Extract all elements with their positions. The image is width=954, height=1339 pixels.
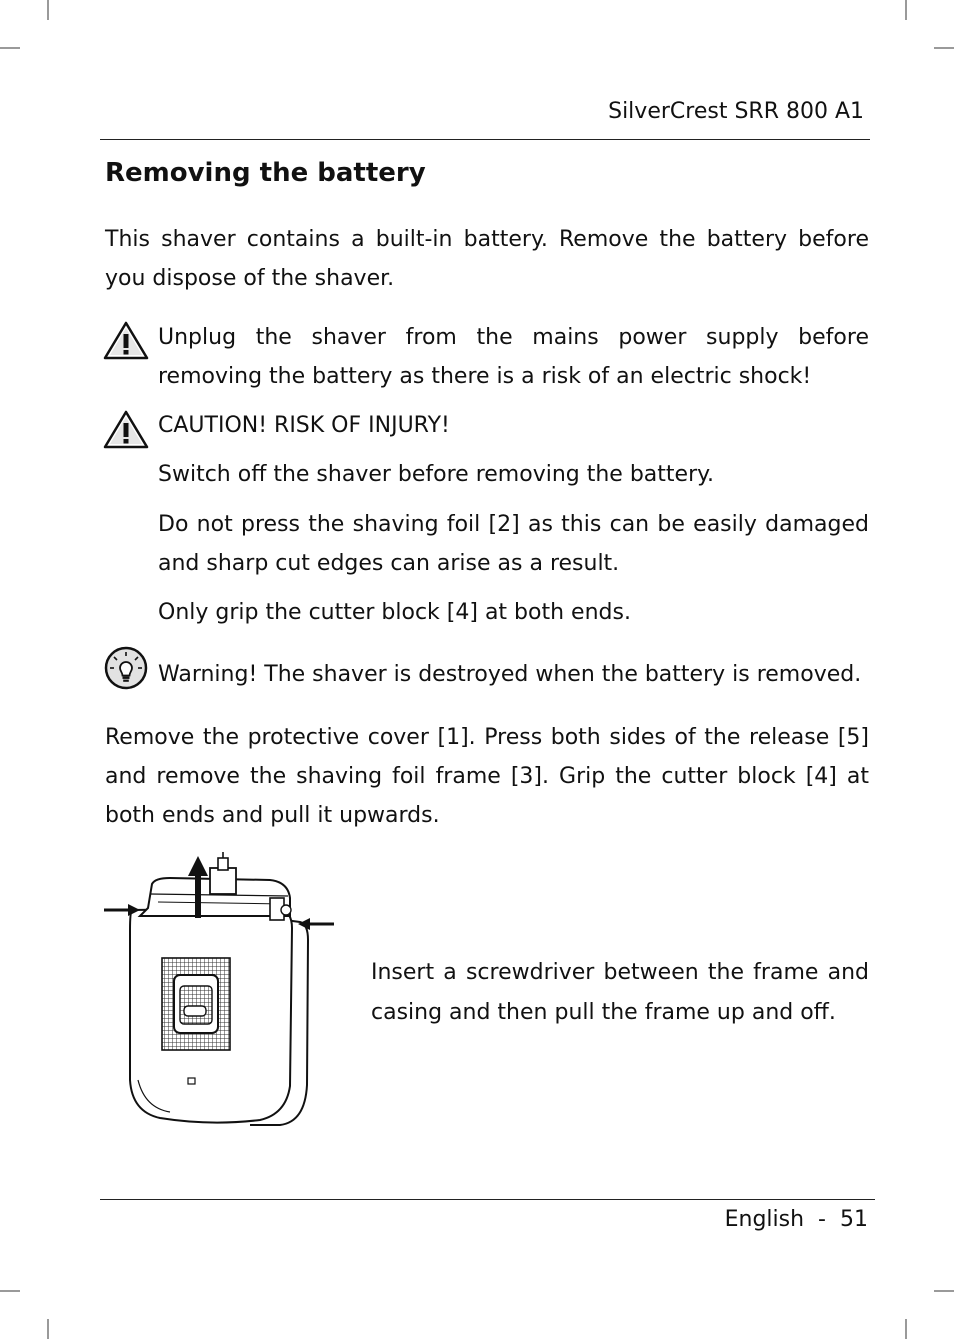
- warning-triangle-icon: [103, 409, 149, 449]
- shaver-illustration: [100, 850, 340, 1130]
- crop-mark: [905, 1319, 907, 1339]
- footer-rule: [100, 1199, 875, 1200]
- crop-mark: [905, 0, 907, 20]
- intro-paragraph: This shaver contains a built-in battery. Remove the battery before you dispose of the shaver.: [105, 227, 869, 291]
- unplug-warning-text: Unplug the shaver from the mains power supply before removing the battery as there is a risk of an electric shock!: [158, 325, 869, 389]
- crop-mark: [934, 1290, 954, 1292]
- crop-mark: [47, 1319, 49, 1339]
- grip-text: Only grip the cutter block [4] at both ends.: [158, 600, 631, 625]
- figure-caption: Insert a screwdriver between the frame and casing and then pull the frame up and off.: [371, 960, 869, 1025]
- footer: [725, 1207, 868, 1232]
- caution-title: CAUTION! RISK OF INJURY!: [158, 413, 450, 438]
- crop-mark: [47, 0, 49, 20]
- section-heading: Removing the battery: [105, 158, 426, 188]
- header-title: SilverCrest SRR 800 A1: [608, 99, 864, 124]
- crop-mark: [0, 1290, 20, 1292]
- page-number: 51: [840, 1207, 868, 1232]
- switch-off-text: Switch off the shaver before removing the battery.: [158, 462, 714, 487]
- footer-separator: -: [818, 1207, 826, 1232]
- lightbulb-icon: [103, 646, 149, 690]
- crop-mark: [934, 47, 954, 49]
- crop-mark: [0, 47, 20, 49]
- warning-triangle-icon: [103, 320, 149, 360]
- footer-language: English: [724, 1207, 805, 1232]
- instructions-paragraph: Remove the protective cover [1]. Press both sides of the release [5] and remove the shaving foil frame [3]. Grip the cutter block [4] at both ends and pull it upwards.: [105, 725, 869, 828]
- header-rule: [100, 139, 870, 140]
- foil-warning-text: Do not press the shaving foil [2] as this can be easily damaged and sharp cut edges can arise as a result.: [158, 512, 869, 576]
- destroyed-warning-text: Warning! The shaver is destroyed when the battery is removed.: [158, 662, 862, 687]
